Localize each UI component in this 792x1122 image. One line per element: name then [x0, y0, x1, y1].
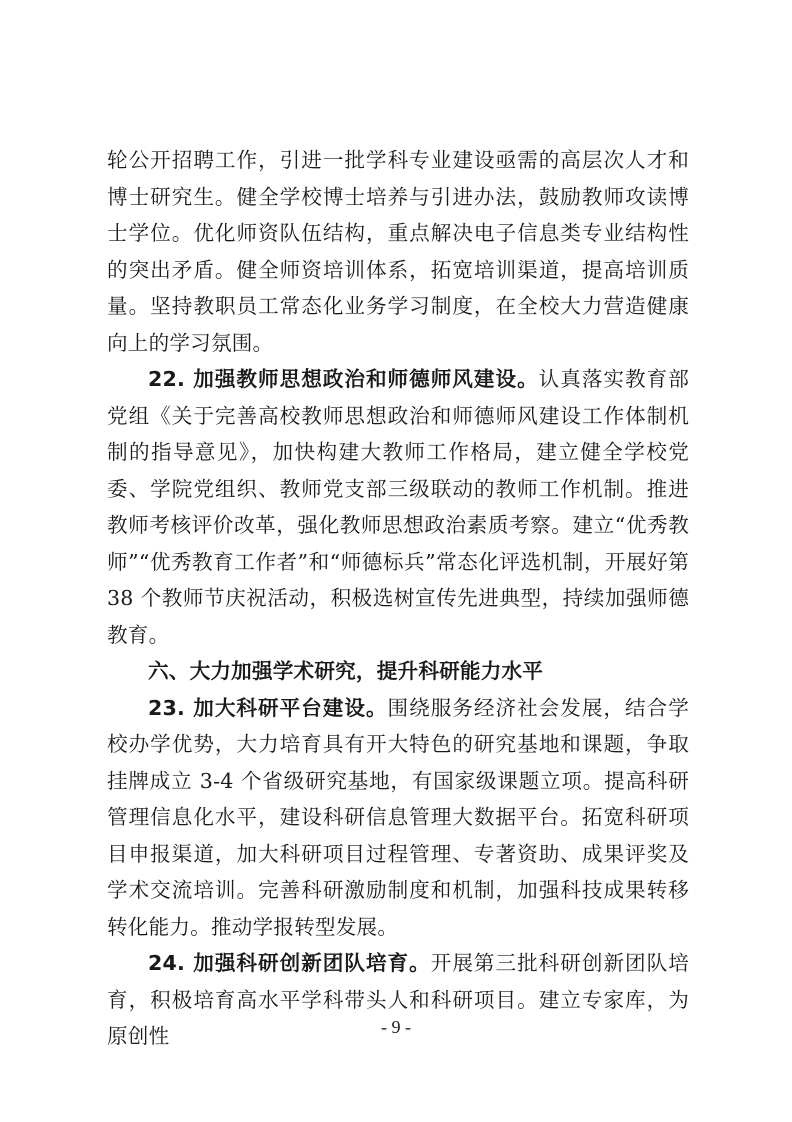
- paragraph-recruitment: 轮公开招聘工作，引进一批学科专业建设亟需的高层次人才和博士研究生。健全学校博士培养与引进办法，鼓励教师攻读博士学位。优化师资队伍结构，重点解决电子信息类专业结构性的突出矛盾。健全师资培训体系，拓宽培训渠道，提高培训质量。坚持教职员工常态化业务学习制度，在全校大力营造健康向上的学习氛围。: [107, 148, 689, 355]
- item-23-heading: 23. 加大科研平台建设。: [148, 695, 388, 720]
- item-22-heading: 22. 加强教师思想政治和师德师风建设。: [148, 367, 539, 391]
- item-22-text: 认真落实教育部党组《关于完善高校教师思想政治和师德师风建设工作体制机制的指导意见》，加快构建大教师工作格局，建立健全学校党委、学院党组织、教师党支部三级联动的教师工作机制。推进教师考核评价改革，强化教师思想政治素质考察。建立“优秀教师”“优秀教育工作者”和“师德标兵”常态化评选机制，开展好第 38 个教师节庆祝活动，积极选树宣传先进典型，持续加强师德教育。: [107, 367, 689, 647]
- page-number: - 9 -: [381, 1017, 411, 1037]
- document-body: [107, 142, 689, 1055]
- paragraph-item-23: [107, 690, 689, 946]
- section-6-heading: 六、大力加强学术研究，提升科研能力水平: [148, 659, 544, 683]
- item-23-text: 围绕服务经济社会发展，结合学校办学优势，大力培育具有开大特色的研究基地和课题，争取挂牌成立 3-4 个省级研究基地，有国家级课题立项。提高科研管理信息化水平，建设科研信息管理大数据平台。拓宽科研项目申报渠道，加大科研项目过程管理、专著资助、成果评奖及学术交流培训。完善科研激励制度和机制，加强科技成果转移转化能力。推动学报转型发展。: [107, 695, 689, 939]
- paragraph-item-22: [107, 361, 689, 653]
- item-24-text: 开展第三批科研创新团队培育，积极培育高水平学科带头人和科研项目。建立专家库，为原创性: [107, 951, 690, 1048]
- item-24-heading: 24. 加强科研创新团队培育。: [148, 951, 431, 975]
- paragraph-item-24: [107, 945, 689, 1055]
